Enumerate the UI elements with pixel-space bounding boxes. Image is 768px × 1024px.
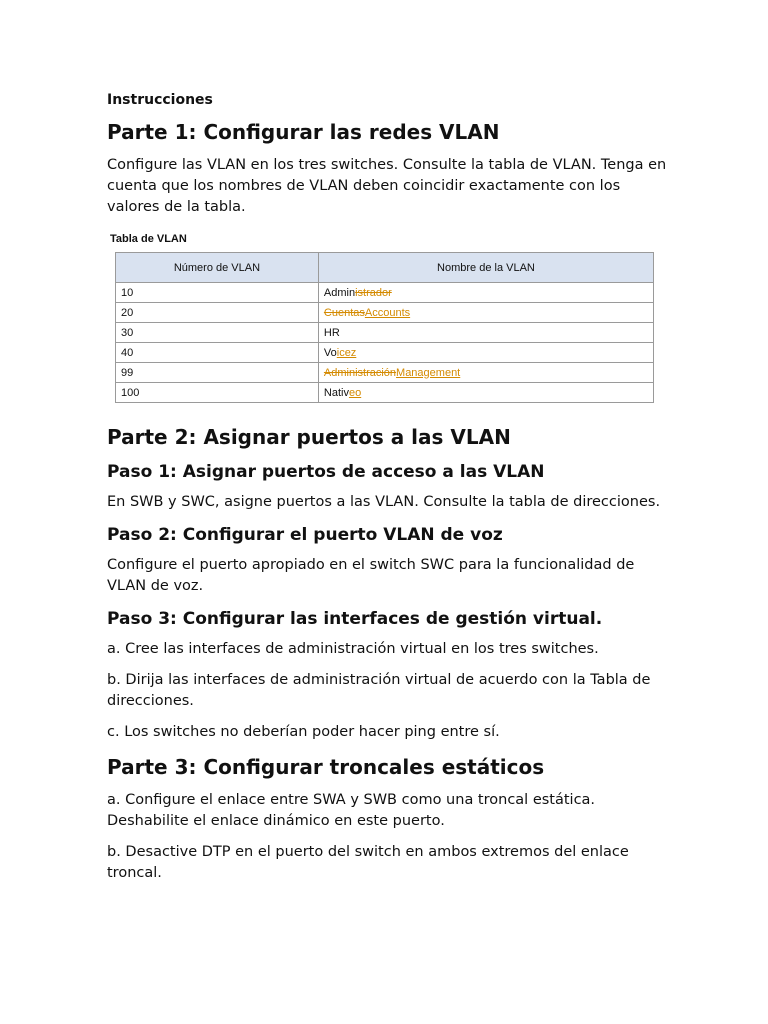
vlan-name-inserted-text: icez xyxy=(336,346,357,359)
vlan-table-row xyxy=(116,303,654,323)
vlan-table-body xyxy=(116,283,654,403)
vlan-name-cell xyxy=(318,343,653,363)
vlan-table-row xyxy=(116,363,654,383)
step2-body: Configure el puerto apropiado en el switch SWC para la funcionalidad de VLAN de voz. xyxy=(107,557,635,594)
vlan-number-cell: 10 xyxy=(116,283,319,303)
part1-heading: Parte 1: Configurar las redes VLAN xyxy=(107,120,500,144)
vlan-table-caption: Tabla de VLAN xyxy=(110,233,187,245)
vlan-name-cell xyxy=(318,303,653,323)
step3-item-b: b. Dirija las interfaces de administración virtual de acuerdo con la Tabla de direcciones. xyxy=(107,672,651,709)
vlan-number-header: Número de VLAN xyxy=(116,253,319,283)
vlan-name-cell xyxy=(318,323,653,343)
step2-heading: Paso 2: Configurar el puerto VLAN de voz xyxy=(107,525,503,545)
vlan-name-cell xyxy=(318,363,653,383)
part3-item-b: b. Desactive DTP en el puerto del switch en ambos extremos del enlace troncal. xyxy=(107,844,629,881)
vlan-name-text: Vo xyxy=(323,346,337,359)
part1-body: Configure las VLAN en los tres switches. Consulte la tabla de VLAN. Tenga en cuenta que los nombres de VLAN deben coincidir exactamente con los valores de la tabla. xyxy=(107,157,667,215)
vlan-name-header: Nombre de la VLAN xyxy=(318,253,653,283)
vlan-name-deleted-text: Cuentas xyxy=(323,306,365,319)
vlan-name-text: Nativ xyxy=(323,386,349,399)
part3-heading: Parte 3: Configurar troncales estáticos xyxy=(107,755,545,779)
vlan-name-inserted-text: eo xyxy=(348,386,362,399)
step1-body: En SWB y SWC, asigne puertos a las VLAN. Consulte la tabla de direcciones. xyxy=(107,494,661,510)
vlan-number-cell: 40 xyxy=(116,343,319,363)
vlan-table-header-row xyxy=(116,253,654,283)
vlan-number-cell: 99 xyxy=(116,363,319,383)
vlan-name-text: Admin xyxy=(323,286,356,299)
vlan-number-cell: 30 xyxy=(116,323,319,343)
vlan-table xyxy=(115,252,654,403)
vlan-name-inserted-text: Management xyxy=(396,366,461,379)
vlan-number-cell: 20 xyxy=(116,303,319,323)
vlan-name-deleted-text: Administración xyxy=(323,366,397,379)
step1-heading: Paso 1: Asignar puertos de acceso a las VLAN xyxy=(107,462,545,482)
vlan-table-row xyxy=(116,323,654,343)
vlan-name-cell xyxy=(318,383,653,403)
vlan-name-text: HR xyxy=(323,326,340,339)
vlan-table-row xyxy=(116,343,654,363)
vlan-name-cell xyxy=(318,283,653,303)
vlan-name-deleted-text: istrador xyxy=(355,286,392,299)
document-page xyxy=(107,90,667,894)
vlan-name-inserted-text: Accounts xyxy=(364,306,411,319)
step3-item-a: a. Cree las interfaces de administración virtual en los tres switches. xyxy=(107,641,599,657)
vlan-table-row xyxy=(116,283,654,303)
step3-heading: Paso 3: Configurar las interfaces de gestión virtual. xyxy=(107,609,603,629)
vlan-table-row xyxy=(116,383,654,403)
part2-heading: Parte 2: Asignar puertos a las VLAN xyxy=(107,425,511,449)
step3-item-c: c. Los switches no deberían poder hacer ping entre sí. xyxy=(107,724,500,740)
instructions-label: Instrucciones xyxy=(107,92,213,108)
vlan-number-cell: 100 xyxy=(116,383,319,403)
part3-item-a: a. Configure el enlace entre SWA y SWB como una troncal estática. Deshabilite el enlace dinámico en este puerto. xyxy=(107,792,596,829)
